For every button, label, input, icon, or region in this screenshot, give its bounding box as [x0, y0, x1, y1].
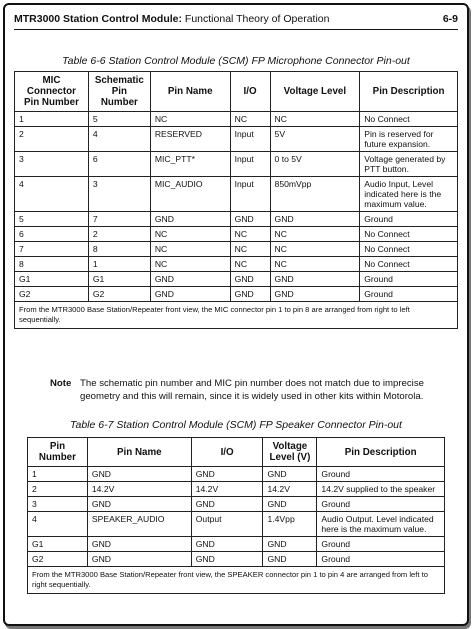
table-cell: 2: [28, 482, 88, 497]
table-cell: Voltage generated by PTT button.: [360, 152, 458, 177]
running-title-bold: MTR3000 Station Control Module:: [14, 13, 182, 25]
table-cell: Output: [191, 512, 263, 537]
table-cell: 7: [15, 242, 89, 257]
table-cell: MIC_AUDIO: [150, 177, 230, 212]
column-header: Pin Name: [150, 72, 230, 112]
table-row: [15, 177, 458, 212]
table-row: [15, 152, 458, 177]
table-cell: Input: [230, 152, 270, 177]
table-cell: 1: [28, 467, 88, 482]
table-cell: GND: [191, 537, 263, 552]
table-cell: Ground: [360, 272, 458, 287]
table-cell: GND: [270, 272, 360, 287]
table-cell: 5: [15, 212, 89, 227]
table-cell: NC: [230, 242, 270, 257]
table-cell: NC: [150, 242, 230, 257]
table-cell: No Connect: [360, 112, 458, 127]
table-cell: No Connect: [360, 242, 458, 257]
table-cell: Ground: [317, 552, 445, 567]
table-footnote: From the MTR3000 Base Station/Repeater front view, the MIC connector pin 1 to pin 8 are arranged from right to left sequentially.: [15, 302, 458, 329]
page-number: 6-9: [442, 13, 458, 25]
table1-caption: Table 6-6 Station Control Module (SCM) FP Microphone Connector Pin-out: [62, 55, 410, 67]
table-cell: GND: [87, 537, 191, 552]
table-cell: 5V: [270, 127, 360, 152]
table-cell: GND: [87, 552, 191, 567]
table-cell: RESERVED: [150, 127, 230, 152]
table-cell: 7: [88, 212, 150, 227]
table-cell: 3: [15, 152, 89, 177]
mic-pinout-table: [14, 71, 458, 329]
table-cell: NC: [270, 112, 360, 127]
table-cell: Pin is reserved for future expansion.: [360, 127, 458, 152]
table-footnote: From the MTR3000 Base Station/Repeater front view, the SPEAKER connector pin 1 to pin 4 are arranged from left to right sequentially.: [28, 567, 445, 594]
table-cell: GND: [191, 497, 263, 512]
table-cell: Input: [230, 127, 270, 152]
table-cell: MIC_PTT*: [150, 152, 230, 177]
column-header: Voltage Level (V): [263, 438, 317, 467]
table-cell: NC: [150, 112, 230, 127]
column-header: MIC Connector Pin Number: [15, 72, 89, 112]
table-cell: 1.4Vpp: [263, 512, 317, 537]
table-cell: GND: [230, 272, 270, 287]
table-cell: G1: [28, 537, 88, 552]
table-row: [15, 212, 458, 227]
note-block: [50, 377, 450, 403]
page-header: [14, 13, 458, 25]
table-cell: NC: [270, 242, 360, 257]
table-cell: 14.2V: [263, 482, 317, 497]
header-rule: [14, 29, 458, 30]
table-cell: GND: [263, 467, 317, 482]
table-cell: NC: [150, 257, 230, 272]
table-cell: GND: [150, 287, 230, 302]
column-header: I/O: [230, 72, 270, 112]
table-cell: GND: [191, 552, 263, 567]
table-row: [15, 242, 458, 257]
table-cell: GND: [150, 272, 230, 287]
table-header-row: [28, 438, 445, 467]
running-title-rest: Functional Theory of Operation: [182, 13, 330, 25]
table-row: [15, 272, 458, 287]
table-cell: NC: [150, 227, 230, 242]
table-cell: Ground: [317, 497, 445, 512]
column-header: Pin Number: [28, 438, 88, 467]
table-cell: NC: [230, 112, 270, 127]
table-footnote-row: [28, 567, 445, 594]
table-cell: G2: [15, 287, 89, 302]
table-cell: 1: [15, 112, 89, 127]
table-row: [28, 467, 445, 482]
table-cell: 8: [15, 257, 89, 272]
table-cell: Audio Input, Level indicated here is the maximum value.: [360, 177, 458, 212]
table2-caption: Table 6-7 Station Control Module (SCM) FP Speaker Connector Pin-out: [70, 419, 402, 431]
column-header: Voltage Level: [270, 72, 360, 112]
table-cell: GND: [270, 212, 360, 227]
table-cell: GND: [230, 287, 270, 302]
table-footnote-row: [15, 302, 458, 329]
table-cell: Audio Output. Level indicated here is the maximum value.: [317, 512, 445, 537]
table-cell: 2: [88, 227, 150, 242]
table-row: [15, 257, 458, 272]
table-cell: 0 to 5V: [270, 152, 360, 177]
table-cell: GND: [87, 467, 191, 482]
table-cell: Ground: [360, 212, 458, 227]
table-cell: G2: [28, 552, 88, 567]
note-text: The schematic pin number and MIC pin number does not match due to imprecise geometry and this will remain, since it is widely used in other kits within Motorola.: [80, 378, 424, 402]
table-cell: Ground: [317, 467, 445, 482]
column-header: Pin Description: [360, 72, 458, 112]
table-cell: 1: [88, 257, 150, 272]
table-cell: 14.2V: [191, 482, 263, 497]
table-cell: NC: [270, 257, 360, 272]
table-header-row: [15, 72, 458, 112]
table-cell: GND: [270, 287, 360, 302]
table-cell: 6: [15, 227, 89, 242]
table-cell: No Connect: [360, 227, 458, 242]
table-cell: GND: [87, 497, 191, 512]
table-cell: 4: [28, 512, 88, 537]
table-row: [15, 112, 458, 127]
table-row: [28, 512, 445, 537]
table-cell: NC: [230, 257, 270, 272]
table-cell: SPEAKER_AUDIO: [87, 512, 191, 537]
table-cell: 4: [88, 127, 150, 152]
table-cell: 14.2V supplied to the speaker: [317, 482, 445, 497]
column-header: Schematic Pin Number: [88, 72, 150, 112]
table-cell: NC: [230, 227, 270, 242]
table-cell: 8: [88, 242, 150, 257]
table-cell: GND: [263, 552, 317, 567]
table-cell: 4: [15, 177, 89, 212]
running-title: [14, 13, 329, 25]
table-cell: GND: [263, 537, 317, 552]
table-cell: No Connect: [360, 257, 458, 272]
table-row: [28, 537, 445, 552]
column-header: Pin Name: [87, 438, 191, 467]
table-row: [15, 127, 458, 152]
table-row: [15, 287, 458, 302]
table-cell: G2: [88, 287, 150, 302]
table-cell: 5: [88, 112, 150, 127]
table-row: [28, 552, 445, 567]
table-cell: GND: [150, 212, 230, 227]
table-cell: NC: [270, 227, 360, 242]
table-cell: 850mVpp: [270, 177, 360, 212]
table-cell: GND: [263, 497, 317, 512]
table-cell: 14.2V: [87, 482, 191, 497]
table-row: [15, 227, 458, 242]
column-header: I/O: [191, 438, 263, 467]
table-cell: GND: [230, 212, 270, 227]
table-cell: Ground: [360, 287, 458, 302]
table-cell: Input: [230, 177, 270, 212]
table-cell: G1: [15, 272, 89, 287]
table-cell: G1: [88, 272, 150, 287]
table-cell: 3: [28, 497, 88, 512]
table-cell: GND: [191, 467, 263, 482]
table-cell: 6: [88, 152, 150, 177]
table-cell: 2: [15, 127, 89, 152]
speaker-pinout-table: [27, 437, 445, 594]
table-cell: Ground: [317, 537, 445, 552]
column-header: Pin Description: [317, 438, 445, 467]
table-cell: 3: [88, 177, 150, 212]
table-row: [28, 497, 445, 512]
table-row: [28, 482, 445, 497]
note-label: Note: [50, 378, 72, 389]
